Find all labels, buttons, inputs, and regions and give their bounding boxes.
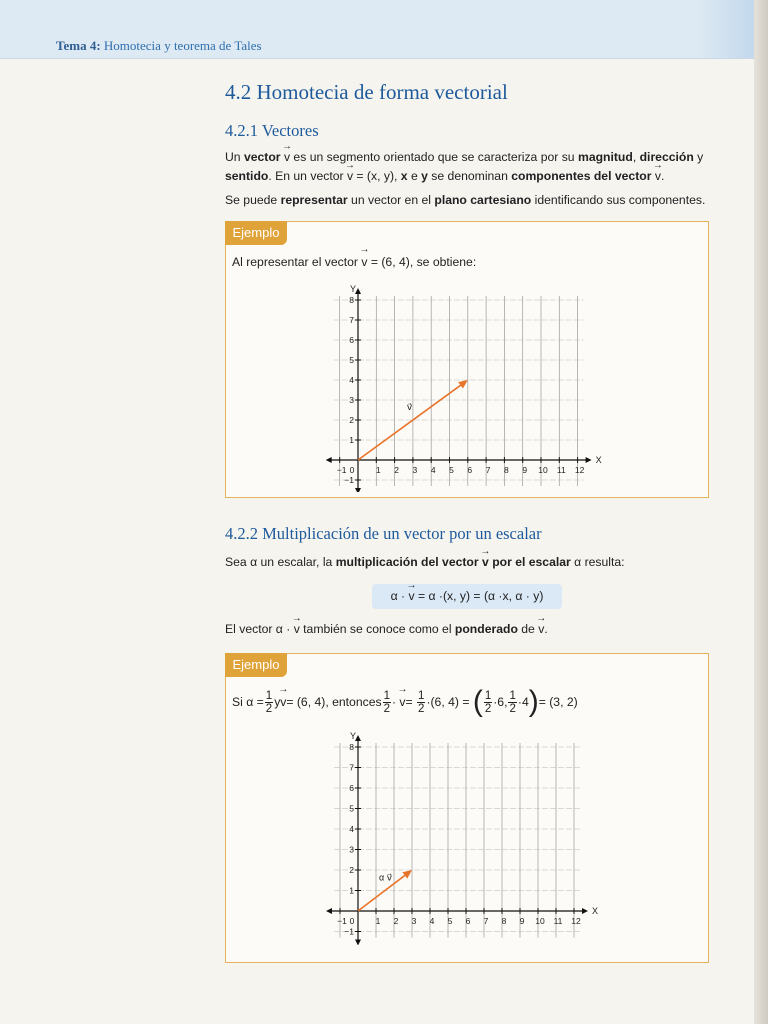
vector-label: v⃗ xyxy=(406,402,413,412)
x-tick-label: 4 xyxy=(429,916,435,926)
x-axis-label: X xyxy=(592,906,599,916)
y-tick-label: 4 xyxy=(349,375,354,385)
x-axis-arrow xyxy=(586,457,592,463)
x-tick-label: 10 xyxy=(538,465,548,475)
y-tick-label: 8 xyxy=(349,295,354,305)
x-tick-label: 4 xyxy=(430,465,436,475)
y-tick-label: 4 xyxy=(349,824,354,834)
section-title: 4.2 Homotecia de forma vectorial xyxy=(225,80,508,104)
vector-label: α v⃗ xyxy=(379,872,393,883)
example-tag: Ejemplo xyxy=(225,653,288,677)
y-axis-label: Y xyxy=(350,731,357,741)
vector-line xyxy=(358,385,461,460)
x-tick-label: 7 xyxy=(485,465,491,475)
x-axis-arrow xyxy=(582,908,588,914)
paragraph-ponderado: El vector α · → v también se conoce como el ponderado de → v. xyxy=(225,620,715,639)
x-tick-label: 8 xyxy=(504,465,509,475)
y-tick-label: 1 xyxy=(349,885,354,896)
y-tick-label: 2 xyxy=(349,415,354,425)
x-tick-label: 11 xyxy=(553,916,563,926)
y-axis-arrow-down xyxy=(355,940,361,946)
x-tick-label: 5 xyxy=(449,465,454,475)
x-tick-label: −1 xyxy=(337,916,347,926)
x-tick-label: 1 xyxy=(375,465,381,475)
subsection-title-multiplicacion: 4.2.2 Multiplicación de un vector por un escalar xyxy=(225,524,542,543)
y-tick-label: 7 xyxy=(349,762,354,773)
x-axis-arrow-left xyxy=(326,908,332,914)
paragraph-vector-definition: Un vector → v es un segmento orientado que se caracteriza por su magnitud, dirección y sentido. En un vector → v = (x, y), x e y se denominan componentes del vector → v. xyxy=(225,148,715,186)
x-axis-label: X xyxy=(595,455,602,465)
x-tick-label: 5 xyxy=(447,916,453,926)
y-tick-label: 5 xyxy=(349,803,354,814)
y-tick-label: 2 xyxy=(349,865,354,875)
x-tick-label: 10 xyxy=(535,916,545,926)
y-tick-label: 3 xyxy=(349,844,354,855)
vector-arrowhead xyxy=(458,380,468,389)
y-tick-label: 3 xyxy=(349,395,354,405)
y-tick-label: −1 xyxy=(344,926,354,937)
cartesian-plane-2 xyxy=(322,730,612,945)
example-text-2: Si α = $\frac{1}{2}$ y → v = (6, 4), entonces $\frac{1}{2}$ · → v = $\frac{1}{2}$ ·(6, 4) = ( $\frac{1}{2}$ ·6, $\frac{1}{2}$ ·4 ) = (3, 2) xyxy=(232,684,578,720)
x-tick-label: 11 xyxy=(556,465,566,475)
y-tick-label: 6 xyxy=(349,783,354,793)
paragraph-scalar-multiplication: Sea α un escalar, la multiplicación del vector → v por el escalar α resulta: xyxy=(225,553,715,572)
x-tick-label: 6 xyxy=(467,465,473,475)
y-tick-label: −1 xyxy=(344,475,354,485)
y-tick-label: 6 xyxy=(349,335,354,345)
y-tick-label: 8 xyxy=(349,742,354,752)
x-tick-label: 12 xyxy=(571,916,581,926)
y-axis-arrow-down xyxy=(355,488,361,492)
x-tick-label: 7 xyxy=(483,916,489,926)
x-tick-label: 3 xyxy=(412,465,418,475)
x-tick-label: 2 xyxy=(393,916,399,926)
x-tick-label: 0 xyxy=(349,916,355,926)
cartesian-plane-1 xyxy=(320,280,610,492)
x-tick-label: 2 xyxy=(394,465,399,475)
x-tick-label: 12 xyxy=(574,465,585,475)
x-tick-label: 9 xyxy=(519,916,525,926)
y-tick-label: 7 xyxy=(349,315,354,325)
y-tick-label: 5 xyxy=(349,355,354,365)
x-tick-label: 6 xyxy=(465,916,471,926)
example-tag: Ejemplo xyxy=(225,221,288,245)
running-header: Tema 4: Homotecia y teorema de Tales xyxy=(56,38,262,53)
formula-box: α · → v = α ·(x, y) = (α ·x, α · y) xyxy=(372,584,562,609)
x-tick-label: −1 xyxy=(336,465,347,475)
x-tick-label: 1 xyxy=(375,916,381,926)
x-axis-arrow-left xyxy=(326,457,332,463)
x-tick-label: 0 xyxy=(349,465,355,475)
x-tick-label: 8 xyxy=(501,916,507,926)
y-tick-label: 1 xyxy=(349,435,354,445)
page-spine xyxy=(754,0,768,1024)
x-tick-label: 9 xyxy=(522,465,528,475)
y-axis-label: Y xyxy=(350,284,357,294)
vector-arrowhead xyxy=(402,870,412,879)
subsection-title-vectores: 4.2.1 Vectores xyxy=(225,121,319,140)
example-text-1: Al representar el vector → v = (6, 4), se obtiene: xyxy=(232,255,476,269)
paragraph-representation: Se puede representar un vector en el plano cartesiano identificando sus componentes. xyxy=(225,193,706,207)
x-tick-label: 3 xyxy=(411,916,417,926)
